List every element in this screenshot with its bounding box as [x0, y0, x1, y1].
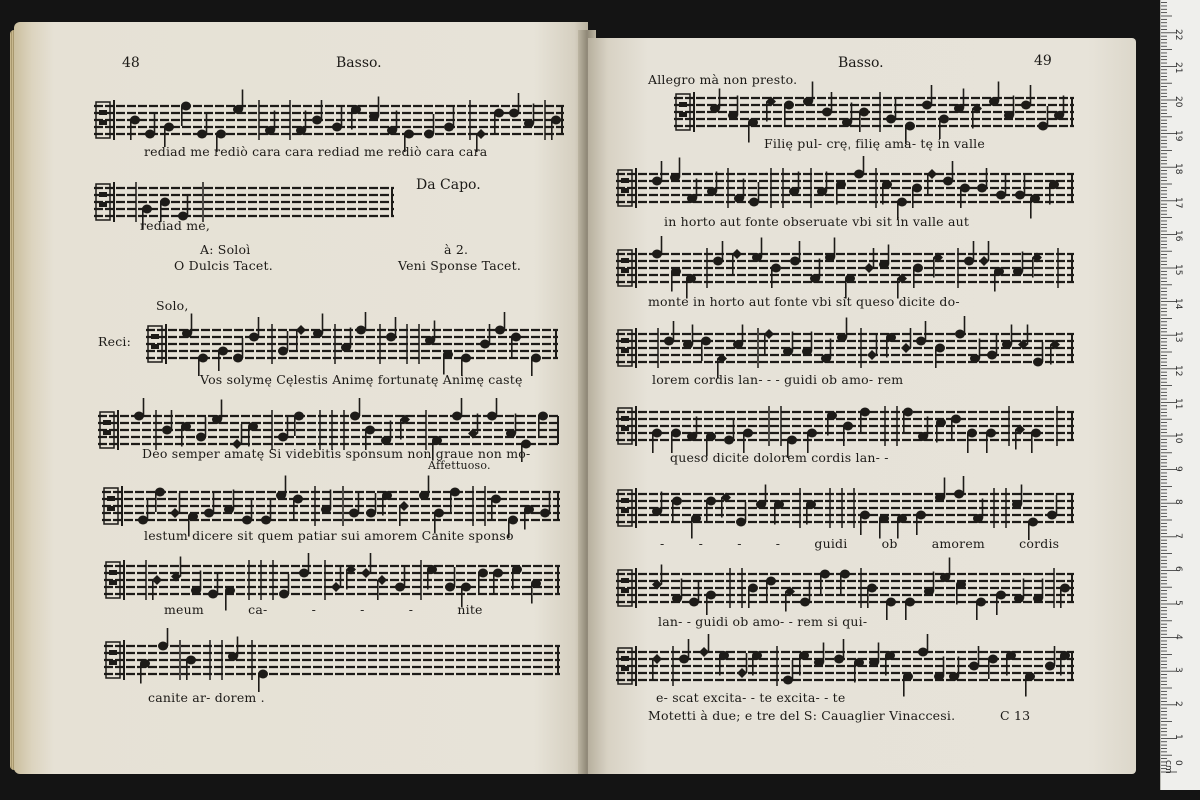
staff	[94, 88, 564, 152]
staff	[616, 156, 1074, 220]
signature-mark: C 13	[1000, 708, 1031, 723]
tempo-marking: Affettuoso.	[428, 459, 491, 472]
staff	[146, 312, 558, 376]
ruler-number: 4	[1173, 633, 1183, 640]
ruler-number: 10	[1173, 432, 1183, 444]
ruler-number: 3	[1173, 667, 1183, 673]
ruler-number: 7	[1173, 532, 1183, 539]
lyric-line: queso dicite dolorem cordis lan- -	[670, 450, 889, 465]
recit-label: Reci:	[98, 334, 132, 349]
ruler-number: 6	[1173, 566, 1183, 573]
staff	[616, 394, 1074, 458]
left-running-head: Basso.	[336, 55, 382, 71]
ruler-number: 15	[1173, 264, 1183, 276]
lyric-line: - - - - guidi ob amorem cordis	[660, 536, 1060, 551]
lyric-line: rediad me rediò cara cara rediad me rediò cara cara	[144, 144, 488, 159]
lyric-line: meum ca- - - - nite	[164, 602, 483, 617]
staff	[616, 634, 1074, 698]
staff	[616, 556, 1074, 620]
staff	[104, 628, 560, 692]
lyric-line: lestum dicere sit quem patiar sui amorem Canite sponso	[144, 528, 514, 543]
lyric-line: e- scat excita- - te excita- - te	[656, 690, 846, 705]
lyric-line: Filię pul- cręˌ filię ama- tę in valle	[764, 136, 985, 151]
left-page-number: 48	[122, 55, 140, 71]
staff	[616, 236, 1074, 300]
ruler-number: 14	[1173, 297, 1183, 310]
lyric-line: lan- - guidi ob amo- - rem si qui-	[658, 614, 868, 629]
lyric-line: in horto aut fonte obseruate vbi sit in valle aut	[664, 214, 970, 229]
ruler-number: 5	[1173, 600, 1183, 606]
lyric-line: monte in horto aut fonte vbi sit queso dicite do-	[648, 294, 960, 309]
ruler-number: 1	[1173, 734, 1183, 741]
ruler-number: 12	[1173, 364, 1183, 377]
right-page	[588, 38, 1136, 774]
ruler-number: 17	[1173, 196, 1183, 209]
measurement-ruler	[1160, 0, 1200, 790]
lyric-line: rediad me,	[140, 218, 211, 233]
staff	[616, 316, 1074, 380]
right-running-head: Basso.	[838, 55, 884, 71]
da-capo-text: Da Capo.	[416, 177, 481, 193]
staff	[616, 476, 1074, 540]
tacet-text: Veni Sponse Tacet.	[398, 258, 522, 273]
ruler-number: 13	[1173, 331, 1183, 343]
tacet-text: O Dulcis Tacet.	[174, 258, 273, 273]
ruler-unit-label: 0 cm	[1163, 760, 1183, 774]
ruler-number: 2	[1173, 700, 1183, 707]
ruler-number: 21	[1173, 62, 1183, 74]
right-page-number: 49	[1034, 53, 1052, 69]
ruler-number: 18	[1173, 163, 1183, 175]
footer-text: Motetti à due; e tre del S: Cauaglier Vinaccesi.	[648, 708, 956, 723]
left-page	[14, 22, 588, 774]
ruler-number: 11	[1173, 398, 1183, 410]
staff	[94, 170, 394, 234]
lyric-line: canite ar- dorem .	[148, 690, 265, 705]
lyric-line: Deo semper amatę Si videbitis sponsum non graue non mo-	[142, 446, 531, 461]
tempo-marking: Allegro mà non presto.	[648, 72, 798, 87]
part-label: à 2.	[444, 242, 469, 257]
part-label: A: Soloì	[200, 242, 251, 257]
ruler-number: 9	[1173, 465, 1183, 472]
lyric-line: lorem cordis lan- - - guidi ob amo- rem	[652, 372, 904, 387]
ruler-number: 20	[1173, 96, 1183, 108]
ruler-number: 8	[1173, 499, 1183, 505]
solo-label: Solo,	[156, 298, 189, 313]
ruler-number: 19	[1173, 129, 1183, 142]
ruler-number: 22	[1173, 28, 1183, 41]
staff	[674, 80, 1074, 144]
ruler-number: 16	[1173, 230, 1183, 242]
lyric-line: Vos solymę Cęlestis Animę fortunatę Animę castę	[200, 372, 523, 387]
